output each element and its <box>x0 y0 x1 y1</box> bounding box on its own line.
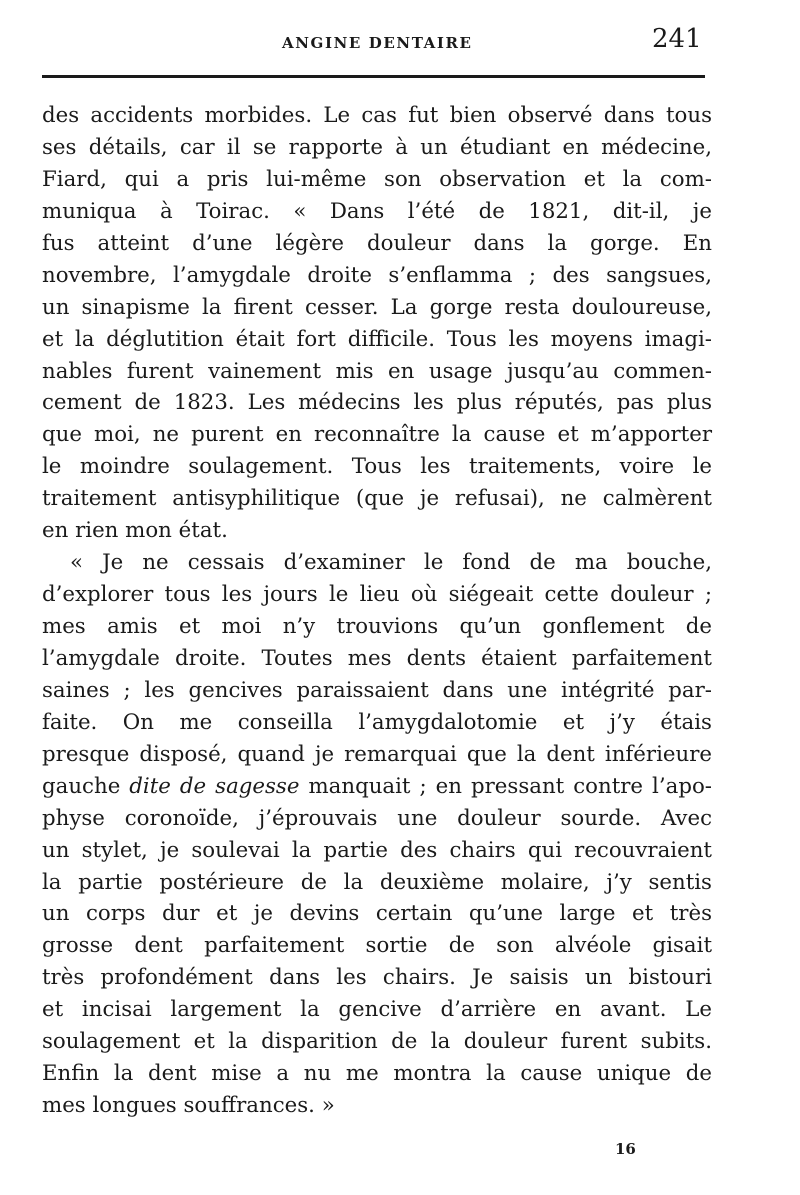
running-title: ANGINE DENTAIRE <box>282 34 473 52</box>
text-line: grosse dent parfaitement sortie de son alvéole gisait <box>42 933 712 959</box>
body-text <box>42 100 712 1122</box>
text-line: et incisai largement la gencive d’arrière en avant. Le <box>42 997 712 1023</box>
text-line: d’explorer tous les jours le lieu où siégeait cette douleur ; <box>42 582 712 608</box>
text-line: très profondément dans les chairs. Je saisis un bistouri <box>42 965 712 991</box>
text-line: en rien mon état. <box>42 518 228 544</box>
text-line: des accidents morbides. Le cas fut bien observé dans tous <box>42 103 712 128</box>
text-line: saines ; les gencives paraissaient dans une intégrité par- <box>42 677 712 703</box>
running-head <box>0 24 800 60</box>
text-line: Enfin la dent mise a nu me montra la cause unique de <box>42 1061 712 1087</box>
text-line: novembre, l’amygdale droite s’enflamma ; des sangsues, <box>42 262 712 288</box>
text-line: fus atteint d’une légère douleur dans la gorge. En <box>42 230 712 256</box>
text-line: cement de 1823. Les médecins les plus réputés, pas plus <box>42 390 712 416</box>
text-line: un corps dur et je devins certain qu’une large et très <box>42 901 712 927</box>
italic-phrase: dite de sagesse <box>129 773 300 799</box>
text-line: et la déglutition était fort difficile. Tous les moyens imagi- <box>42 326 712 352</box>
text-line: la partie postérieure de la deuxième molaire, j’y sentis <box>42 869 712 895</box>
text-line: mes amis et moi n’y trouvions qu’un gonflement de <box>42 614 712 639</box>
text-line: le moindre soulagement. Tous les traitements, voire le <box>42 454 712 480</box>
text-line: Fiard, qui a pris lui-même son observation et la com- <box>42 166 712 192</box>
text-line: un sinapisme la firent cesser. La gorge resta douloureuse, <box>42 294 712 320</box>
text-segment: gauche <box>42 773 121 799</box>
text-line: nables furent vainement mis en usage jusqu’au commen- <box>42 358 712 384</box>
text-line: presque disposé, quand je remarquai que la dent inférieure <box>42 741 712 767</box>
text-line: soulagement et la disparition de la douleur furent subits. <box>42 1029 712 1055</box>
text-line: physe coronoïde, j’éprouvais une douleur sourde. Avec <box>42 805 712 831</box>
text-line: « Je ne cessais d’examiner le fond de ma bouche, <box>70 550 712 576</box>
text-line: que moi, ne purent en reconnaître la cause et m’apporter <box>42 422 712 448</box>
text-line: muniqua à Toirac. « Dans l’été de 1821, dit-il, je <box>42 198 712 224</box>
text-line: l’amygdale droite. Toutes mes dents étaient parfaitement <box>42 645 712 671</box>
text-line <box>42 771 712 803</box>
text-segment: manquait ; en pressant contre l’apo- <box>308 773 712 799</box>
page-number: 241 <box>652 24 702 54</box>
signature-mark: 16 <box>615 1140 636 1158</box>
text-line: un stylet, je soulevai la partie des chairs qui recouvraient <box>42 837 712 863</box>
text-line: mes longues souffrances. » <box>42 1093 335 1119</box>
text-line: faite. On me conseilla l’amygdalotomie et j’y étais <box>42 709 712 735</box>
header-rule <box>42 75 705 78</box>
text-line: ses détails, car il se rapporte à un étudiant en médecine, <box>42 134 712 160</box>
text-line: traitement antisyphilitique (que je refusai), ne calmèrent <box>42 486 712 512</box>
